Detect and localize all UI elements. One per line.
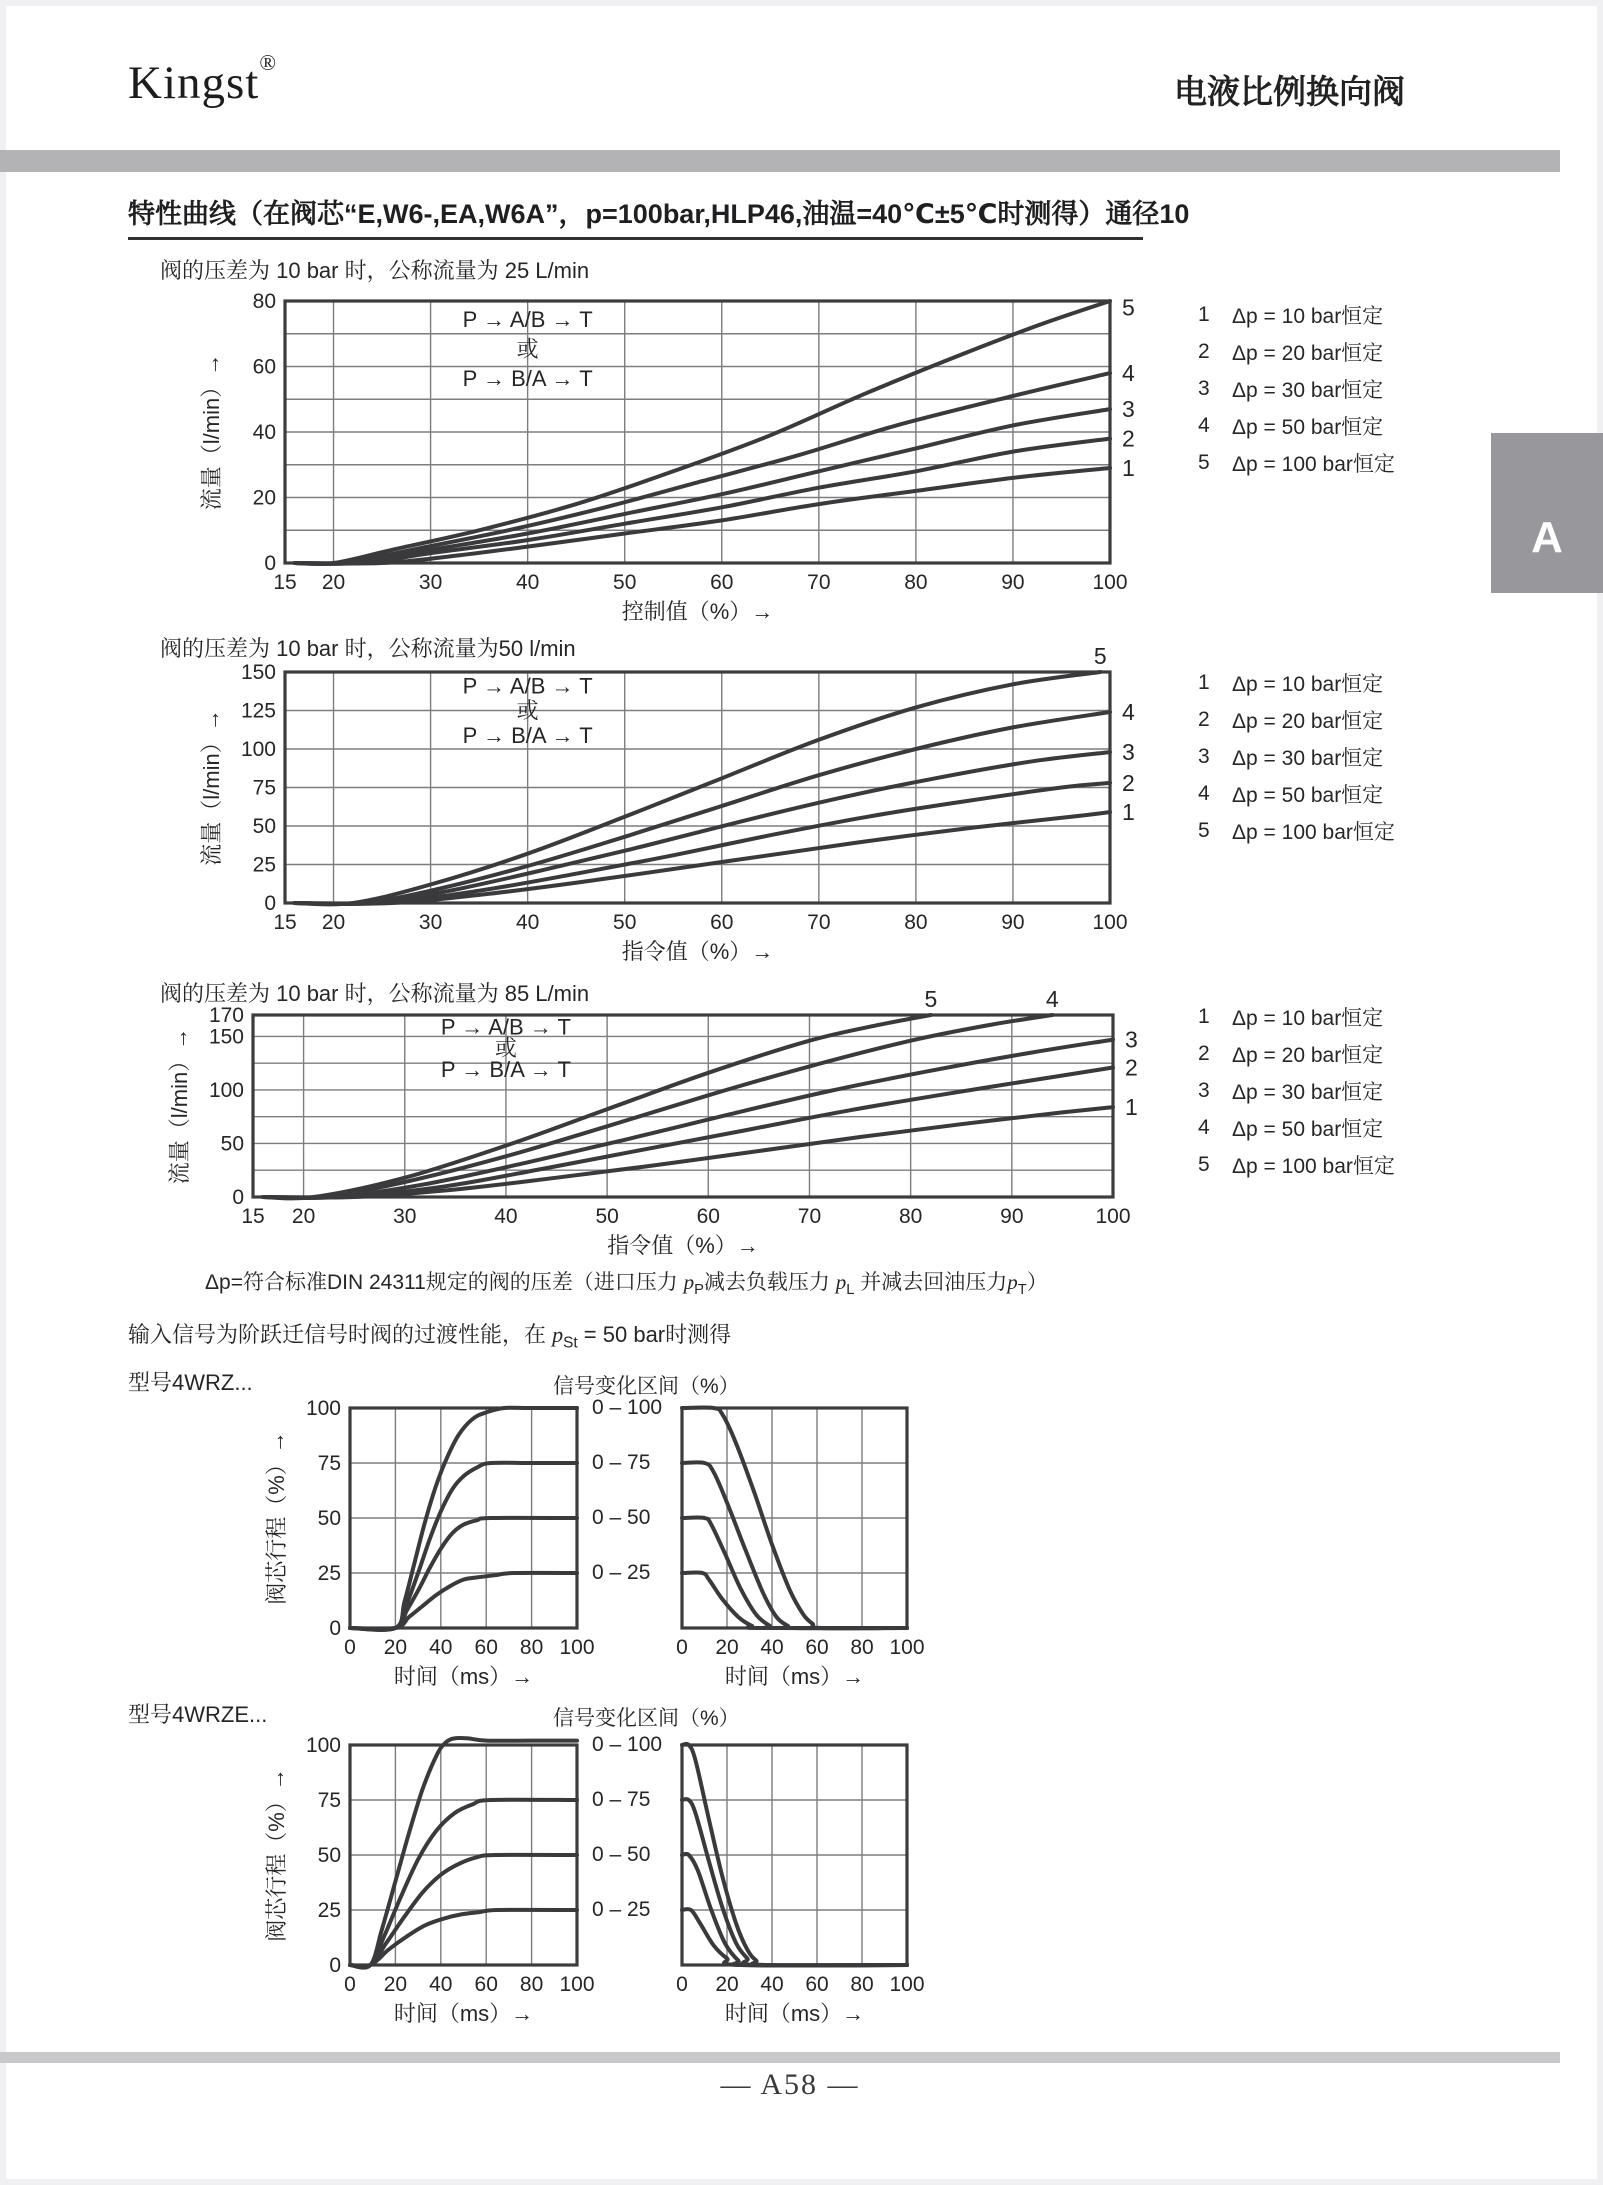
x-tick-label: 100 [559,1973,595,1996]
legend-curve-label: Δp = 30 bar恒定 [1232,1080,1384,1104]
flow-path-annotation: 或 [516,336,539,362]
x-tick-label: 80 [850,1636,874,1659]
y-tick-label: 0 [232,1186,244,1209]
x-tick-label: 0 [676,1636,688,1659]
x-tick-label: 40 [515,571,540,594]
legend-curve-label: Δp = 50 bar恒定 [1232,783,1384,807]
legend-curve-number: 2 [1198,339,1210,363]
signal-range-label: 0 – 100 [592,1396,663,1419]
chart-canvas [622,1697,1012,2029]
flow-chart-2-caption: 阀的压差为 10 bar 时，公称流量为50 l/min [160,636,576,661]
pressure-symbol: p [835,1270,847,1294]
x-tick-label: 20 [715,1973,739,1996]
x-tick-label: 40 [429,1636,453,1659]
y-axis-label: 流量（l/min）→ [199,353,224,511]
x-tick-label: 80 [904,571,928,594]
section-title-underline [128,237,1143,240]
header-divider-bar [0,150,1560,172]
x-tick-label: 0 [344,1973,356,1996]
y-tick-label: 125 [240,699,276,723]
note-text: Δp=符合标准DIN 24311规定的阀的压差（进口压力 [205,1271,684,1294]
curve-number-label: 1 [1122,799,1135,826]
x-tick-label: 60 [805,1973,829,1996]
page-title: 电液比例换向阀 [1174,73,1405,110]
flow-path-annotation: P → B/A → T [462,722,593,748]
legend-row [1198,1146,1478,1183]
x-tick-label: 40 [515,911,540,934]
x-tick-label: 80 [519,1973,544,1996]
subscript-p: P [694,1282,704,1299]
x-tick-label: 40 [760,1973,784,1996]
x-axis-label: 指令值（%）→ [607,1233,759,1258]
legend-curve-number: 1 [1198,1004,1210,1028]
legend-curve-number: 2 [1198,707,1210,731]
y-tick-label: 75 [317,1789,341,1812]
dp-definition-note [205,1266,1048,1298]
y-tick-label: 100 [208,1078,244,1102]
legend-row [1198,1109,1478,1146]
legend-row [1198,1035,1478,1072]
legend-row [1198,738,1478,775]
legend-curve-number: 5 [1198,818,1210,842]
note-text: ） [1026,1271,1048,1294]
x-tick-label: 30 [418,911,443,934]
flow-path-annotation: P → A/B → T [462,307,593,333]
x-tick-label: 90 [1001,571,1025,594]
x-axis-label: 时间（ms）→ [393,2001,534,2026]
curve-0 – 75 [350,1800,577,1967]
step-chart-4wrz-fall [622,1360,1012,1692]
legend-curve-label: Δp = 100 bar恒定 [1232,820,1395,844]
legend-curve-label: Δp = 20 bar恒定 [1232,709,1384,733]
y-tick-label: 0 [329,1954,341,1977]
legend-curve-number: 4 [1198,413,1210,437]
x-tick-label: 100 [1095,1205,1131,1228]
x-tick-label: 15 [273,571,297,594]
x-axis-label: 指令值（%）→ [621,939,774,964]
legend-curve-number: 5 [1198,450,1210,474]
signal-range-label: 0 – 75 [592,1451,651,1474]
flow-chart-3-legend [1198,998,1478,1183]
section-title: 特性曲线（在阀芯“E,W6-,EA,W6A”，p=100bar,HLP46,油温=40℃±5℃时测得）通径10 [128,199,1190,229]
model-label-4wrze: 型号4WRZE... [128,1702,268,1727]
curve-number-label: 3 [1125,1026,1138,1053]
y-tick-label: 100 [305,1397,341,1420]
x-tick-label: 80 [898,1205,923,1228]
x-tick-label: 70 [807,571,831,594]
y-tick-label: 100 [240,738,276,761]
x-tick-label: 40 [494,1205,518,1228]
curve-4 [295,373,1110,564]
x-tick-label: 0 [676,1973,688,1996]
flow-chart-1-caption: 阀的压差为 10 bar 时，公称流量为 25 L/min [160,258,590,283]
legend-row [1198,775,1478,812]
chart-canvas [622,1360,1012,1692]
legend-curve-number: 1 [1198,670,1210,694]
y-tick-label: 40 [252,421,276,444]
y-tick-label: 25 [317,1899,341,1922]
pressure-symbol: p [1007,1270,1018,1294]
x-tick-label: 15 [273,911,297,934]
y-tick-label: 0 [264,552,276,575]
y-tick-label: 75 [252,776,276,800]
legend-curve-number: 1 [1198,302,1210,326]
curve-number-label: 2 [1122,769,1135,796]
x-tick-label: 0 [344,1636,356,1659]
curve-number-label: 4 [1122,360,1135,387]
legend-curve-number: 4 [1198,781,1210,805]
y-tick-label: 100 [305,1734,341,1757]
legend-curve-label: Δp = 50 bar恒定 [1232,415,1384,439]
x-tick-label: 15 [241,1205,265,1228]
curve-number-label: 3 [1122,739,1135,766]
curve-number-label: 2 [1122,425,1135,452]
x-tick-label: 90 [1001,911,1025,934]
x-tick-label: 80 [904,911,928,934]
x-tick-label: 30 [393,1205,417,1228]
y-tick-label: 0 [264,892,276,915]
y-tick-label: 20 [252,486,276,510]
flow-path-annotation: P → B/A → T [440,1057,571,1083]
curve-number-label: 3 [1122,396,1135,423]
legend-row [1198,812,1478,849]
signal-range-heading: 信号变化区间（%） [553,1375,740,1398]
x-tick-label: 50 [595,1205,619,1228]
legend-curve-label: Δp = 20 bar恒定 [1232,341,1384,365]
chart-canvas [160,620,1220,965]
x-tick-label: 90 [1000,1205,1024,1228]
curve-number-label: 1 [1122,455,1135,482]
pressure-symbol: p [683,1270,695,1294]
section-tab-a [1491,433,1603,593]
x-tick-label: 60 [710,911,734,934]
y-axis-label: 流量（l/min）→ [167,1027,192,1185]
x-tick-label: 60 [710,571,734,594]
intro-text: = 50 bar时测得 [577,1322,732,1347]
x-tick-label: 30 [418,571,443,594]
y-tick-label: 75 [317,1452,341,1475]
curve-number-label: 4 [1045,986,1059,1012]
legend-curve-label: Δp = 30 bar恒定 [1232,378,1384,402]
x-tick-label: 20 [321,911,346,934]
x-tick-label: 40 [429,1973,453,1996]
flow-path-annotation: P → B/A → T [462,366,593,392]
brand-name: Kingst [128,57,260,109]
note-text: 减去负载压力 [703,1271,836,1294]
legend-curve-label: Δp = 100 bar恒定 [1232,452,1395,476]
intro-text: 输入信号为阶跃迁信号时阀的过渡性能，在 [128,1322,553,1347]
x-tick-label: 50 [613,571,637,594]
y-tick-label: 150 [240,661,276,684]
x-tick-label: 60 [805,1636,829,1659]
y-axis-label: 阀芯行程（%）→ [264,1768,289,1942]
legend-row [1198,998,1478,1035]
flow-chart-3-caption: 阀的压差为 10 bar 时，公称流量为 85 L/min [160,981,590,1006]
y-tick-label: 50 [317,1844,341,1867]
legend-curve-number: 3 [1198,376,1210,400]
y-axis-label: 阀芯行程（%）→ [264,1431,289,1605]
legend-row [1198,370,1478,407]
x-tick-label: 70 [797,1205,822,1228]
curve-0 – 25 [350,1573,577,1629]
legend-curve-number: 3 [1198,1078,1210,1102]
signal-range-label: 0 – 75 [592,1788,651,1811]
curve-3 [295,752,1110,904]
curve-number-label: 1 [1125,1094,1138,1121]
y-tick-label: 170 [208,1004,244,1027]
x-tick-label: 60 [474,1973,498,1996]
x-tick-label: 100 [889,1973,925,1996]
x-tick-label: 20 [321,571,346,594]
flow-path-annotation: P → A/B → T [462,673,593,699]
signal-range-label: 0 – 50 [592,1843,651,1866]
x-axis-label: 时间（ms）→ [393,1664,534,1689]
legend-curve-label: Δp = 100 bar恒定 [1232,1154,1395,1178]
legend-row [1198,701,1478,738]
flow-chart-1 [160,252,1220,624]
x-tick-label: 100 [1092,911,1128,934]
x-tick-label: 20 [715,1636,739,1659]
y-tick-label: 25 [317,1562,341,1585]
flow-chart-2 [160,620,1220,965]
y-tick-label: 80 [252,290,276,313]
subscript-t: T [1017,1282,1027,1299]
x-tick-label: 50 [613,911,637,934]
x-tick-label: 80 [519,1636,544,1659]
signal-range-label: 0 – 25 [592,1898,651,1921]
legend-curve-label: Δp = 30 bar恒定 [1232,746,1384,770]
curve-2 [295,783,1110,904]
x-tick-label: 20 [383,1636,408,1659]
legend-row [1198,444,1478,481]
curve-number-label: 4 [1122,699,1135,726]
legend-row [1198,407,1478,444]
x-axis-label: 控制值（%）→ [621,599,774,624]
legend-row [1198,1072,1478,1109]
flow-chart-3 [160,965,1223,1305]
legend-curve-label: Δp = 50 bar恒定 [1232,1117,1384,1141]
curve-number-label: 2 [1125,1054,1138,1081]
curve-0 – 75 [350,1463,577,1630]
x-tick-label: 100 [889,1636,925,1659]
curve-number-label: 5 [1093,643,1107,669]
flow-chart-2-legend [1198,664,1478,849]
page-number: — A58 — [720,2068,860,2101]
chart-canvas [160,965,1223,1305]
subscript-st: St [563,1334,578,1352]
y-tick-label: 25 [252,853,276,877]
x-tick-label: 80 [850,1973,874,1996]
signal-range-label: 0 – 50 [592,1506,651,1529]
signal-range-heading: 信号变化区间（%） [553,1707,740,1730]
legend-row [1198,333,1478,370]
curve-2 [263,1068,1113,1198]
x-tick-label: 20 [291,1205,316,1228]
legend-row [1198,664,1478,701]
brand-logo [128,50,277,110]
pressure-symbol: p [552,1322,564,1347]
chart-canvas [160,252,1220,624]
legend-curve-label: Δp = 20 bar恒定 [1232,1043,1384,1067]
model-label-4wrz: 型号4WRZ... [128,1370,253,1395]
x-tick-label: 100 [1092,571,1128,594]
x-axis-label: 时间（ms）→ [724,2001,865,2026]
signal-range-label: 0 – 100 [592,1733,663,1756]
x-tick-label: 100 [559,1636,595,1659]
y-tick-label: 50 [252,815,276,838]
legend-curve-number: 5 [1198,1152,1210,1176]
footer-divider-bar [0,2052,1560,2063]
step-response-intro [128,1318,731,1352]
flow-path-annotation: P → A/B → T [440,1014,571,1040]
flow-path-annotation: 或 [516,698,539,724]
section-tab-letter: A [1531,513,1563,562]
y-tick-label: 50 [220,1132,244,1156]
x-tick-label: 60 [474,1636,498,1659]
x-tick-label: 20 [383,1973,408,1996]
y-tick-label: 60 [252,355,276,379]
curve-number-label: 5 [924,986,938,1012]
x-tick-label: 40 [760,1636,784,1659]
x-axis-label: 时间（ms）→ [724,1664,865,1689]
step-chart-4wrze-fall [622,1697,1012,2029]
legend-curve-number: 2 [1198,1041,1210,1065]
registered-trademark-icon: ® [259,50,278,75]
legend-curve-number: 3 [1198,744,1210,768]
y-tick-label: 0 [329,1617,341,1640]
legend-curve-label: Δp = 10 bar恒定 [1232,304,1384,328]
signal-range-label: 0 – 25 [592,1561,651,1584]
y-tick-label: 150 [208,1025,244,1049]
legend-curve-label: Δp = 10 bar恒定 [1232,1006,1384,1030]
legend-curve-number: 4 [1198,1115,1210,1139]
y-tick-label: 50 [317,1507,341,1530]
legend-row [1198,296,1478,333]
curve-4 [295,712,1110,904]
legend-curve-label: Δp = 10 bar恒定 [1232,672,1384,696]
flow-chart-1-legend [1198,296,1478,481]
y-axis-label: 流量（l/min）→ [199,709,224,866]
subscript-l: L [846,1282,855,1299]
note-text: 并减去回油压力 [854,1271,1008,1294]
x-tick-label: 70 [807,911,831,934]
curve-number-label: 5 [1122,294,1135,321]
x-tick-label: 60 [696,1205,720,1228]
flow-path-annotation: 或 [494,1035,517,1061]
curve-75 – 0 [682,1799,907,1965]
